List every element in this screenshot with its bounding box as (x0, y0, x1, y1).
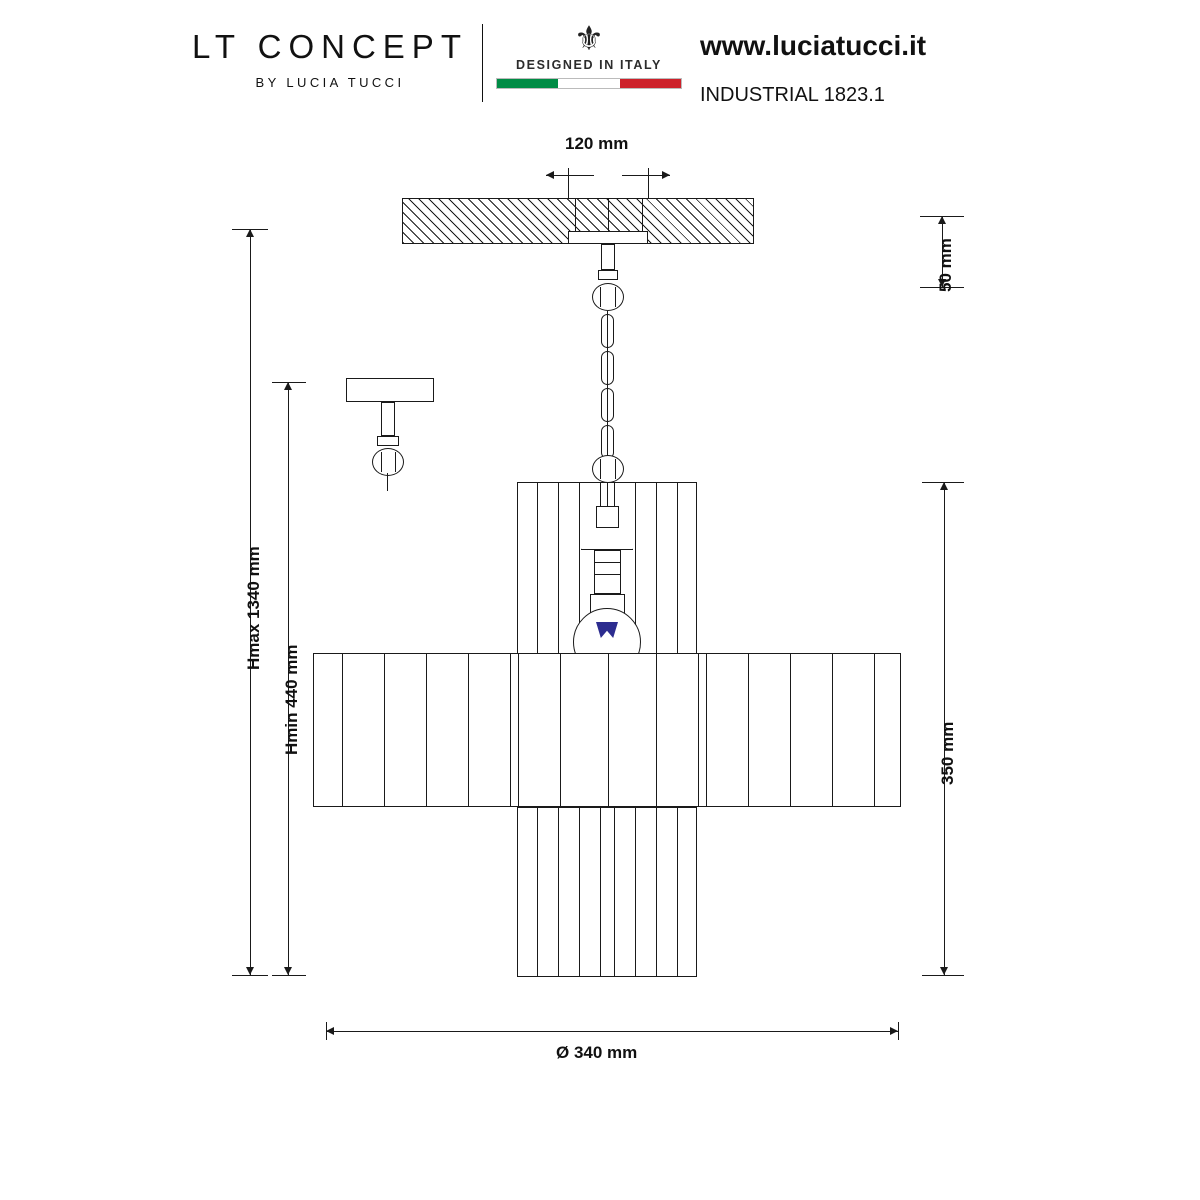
variant-collar (377, 436, 399, 446)
bottom-shade-slat (614, 808, 615, 976)
upper-shade-slat (656, 483, 657, 675)
designed-in-italy-label: DESIGNED IN ITALY (516, 58, 662, 72)
lower-shade-slat (518, 654, 519, 806)
bottom-shade-slat (537, 808, 538, 976)
arrow-hmin-up (284, 382, 292, 390)
upper-shade-slat (558, 483, 559, 675)
bottom-shade-slat (677, 808, 678, 976)
lower-shade-slat (832, 654, 833, 806)
chain-hook-bottom-bar-r (615, 459, 616, 479)
lower-shade-slat (510, 654, 511, 806)
lower-shade-slat (560, 654, 561, 806)
canopy-stem (601, 244, 615, 270)
variant-hook-bar-l (381, 452, 382, 472)
chain-link-3 (601, 388, 614, 422)
dim-line-fixture-height-bottom (922, 975, 964, 976)
holder-top (596, 506, 619, 528)
bottom-shade-slat (656, 808, 657, 976)
ext-line-canopy-left (568, 168, 569, 200)
variant-hook (372, 448, 404, 476)
designed-in-italy-block (494, 22, 684, 89)
brand-block (185, 28, 475, 90)
model-name: INDUSTRIAL 1823.1 (700, 84, 885, 106)
arrow-canopy-width-left (546, 171, 554, 179)
brand-name: LT CONCEPT (192, 28, 468, 65)
chain-link-2 (601, 351, 614, 385)
lower-shade-slat (706, 654, 707, 806)
lower-shade-slat (698, 654, 699, 806)
chain-hook-bottom-bar-l (600, 459, 601, 479)
arrow-hmax-up (246, 229, 254, 237)
upper-shade-slat (537, 483, 538, 675)
dim-diameter: Ø 340 mm (556, 1043, 638, 1062)
variant-canopy (346, 378, 434, 402)
bottom-shade-slat (600, 808, 601, 976)
lower-shade-slat (656, 654, 657, 806)
dim-line-diameter (326, 1031, 898, 1032)
flag-stripe-white (558, 79, 619, 88)
arrow-diameter-right (890, 1027, 898, 1035)
variant-hook-bar-r (395, 452, 396, 472)
arrow-canopy-height-up (938, 216, 946, 224)
bottom-shade-slat (635, 808, 636, 976)
socket-ring-1 (594, 562, 621, 563)
chain-hook-top (592, 283, 624, 311)
lower-shade-slat (342, 654, 343, 806)
bottom-shade (517, 807, 697, 977)
arrow-hmax-down (246, 967, 254, 975)
chain-hook-bottom (592, 455, 624, 483)
lower-shade (313, 653, 901, 807)
flag-stripe-red (620, 79, 681, 88)
lower-shade-slat (468, 654, 469, 806)
header-divider (482, 24, 483, 102)
arrow-canopy-width-right (662, 171, 670, 179)
chain-link-4 (601, 425, 614, 459)
canopy (568, 231, 648, 244)
stem-collar (598, 270, 618, 280)
page-header (0, 0, 1200, 120)
chain-link-1 (601, 314, 614, 348)
upper-shade-slat (677, 483, 678, 675)
arrow-fixture-height-down (940, 967, 948, 975)
lower-shade-slat (874, 654, 875, 806)
brand-tagline: BY LUCIA TUCCI (255, 75, 405, 90)
dim-hmin: Hmin 440 mm (282, 644, 301, 755)
chain-hook-top-bar-l (600, 287, 601, 307)
italy-flag-icon (496, 78, 682, 89)
lamp-socket (594, 550, 621, 594)
website-url[interactable]: www.luciatucci.it (700, 30, 927, 61)
arrow-fixture-height-up (940, 482, 948, 490)
socket-ring-2 (594, 574, 621, 575)
variant-stem (381, 402, 395, 436)
dim-line-hmax-bottom (232, 975, 268, 976)
flag-stripe-green (497, 79, 558, 88)
dim-hmax: Hmax 1340 mm (244, 546, 263, 670)
bottom-shade-slat (579, 808, 580, 976)
lower-shade-slat (384, 654, 385, 806)
chain-hook-top-bar-r (615, 287, 616, 307)
ext-line-diameter-right (898, 1022, 899, 1040)
dim-canopy-width: 120 mm (565, 134, 629, 153)
arrow-diameter-left (326, 1027, 334, 1035)
dim-fixture-height: 350 mm (938, 721, 957, 785)
ext-line-canopy-right (648, 168, 649, 200)
variant-tail (387, 473, 388, 491)
arrow-hmin-down (284, 967, 292, 975)
lower-shade-slat (748, 654, 749, 806)
dim-line-hmin-bottom (272, 975, 306, 976)
bottom-shade-slat (558, 808, 559, 976)
lower-shade-slat (608, 654, 609, 806)
lower-shade-slat (426, 654, 427, 806)
dim-canopy-height: 50 mm (936, 238, 955, 292)
lower-shade-slat (790, 654, 791, 806)
fleur-de-lis-icon: ⚜ (573, 20, 605, 58)
